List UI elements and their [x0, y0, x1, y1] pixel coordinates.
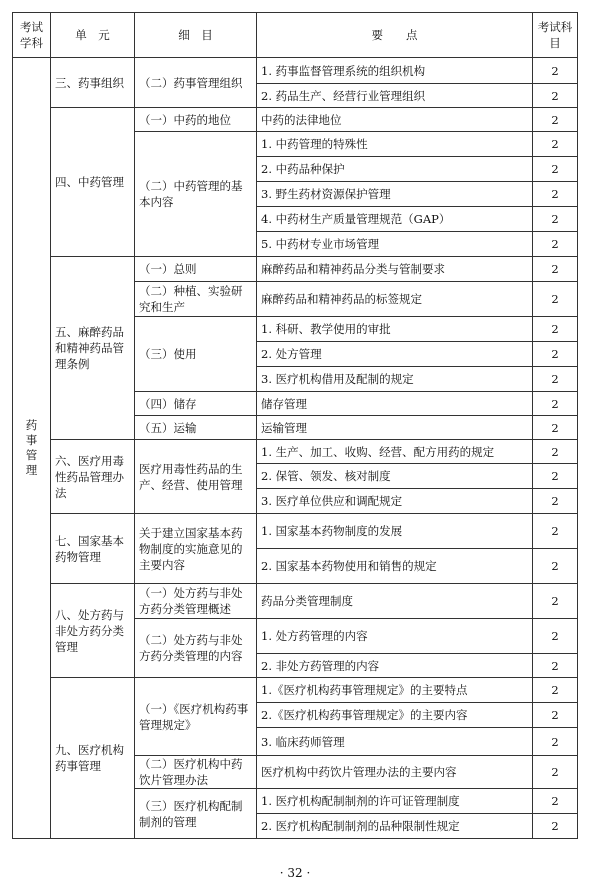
header-exam-subject: 考试科目 [533, 13, 578, 58]
point-cell: 1. 药事监督管理系统的组织机构 [257, 58, 533, 84]
detail-cell: （五）运输 [135, 416, 257, 440]
detail-cell: （二）药事管理组织 [135, 58, 257, 108]
detail-cell: （一）中药的地位 [135, 108, 257, 132]
point-cell: 医疗机构中药饮片管理办法的主要内容 [257, 756, 533, 789]
exam-subject-cell: 2 [533, 416, 578, 440]
exam-subject-cell: 2 [533, 182, 578, 207]
point-cell: 3. 野生药材资源保护管理 [257, 182, 533, 207]
point-cell: 运输管理 [257, 416, 533, 440]
exam-subject-cell: 2 [533, 584, 578, 619]
point-cell: 1.《医疗机构药事管理规定》的主要特点 [257, 678, 533, 703]
header-row [13, 13, 578, 58]
exam-subject-cell: 2 [533, 84, 578, 108]
point-cell: 储存管理 [257, 392, 533, 416]
exam-subject-cell: 2 [533, 549, 578, 584]
exam-subject-cell: 2 [533, 814, 578, 839]
unit-cell: 四、中药管理 [51, 108, 135, 257]
exam-subject-cell: 2 [533, 232, 578, 257]
exam-subject-cell: 2 [533, 108, 578, 132]
exam-subject-cell: 2 [533, 317, 578, 342]
table-row [13, 440, 578, 464]
point-cell: 5. 中药材专业市场管理 [257, 232, 533, 257]
point-cell: 1. 科研、教学使用的审批 [257, 317, 533, 342]
unit-cell: 五、麻醉药品和精神药品管理条例 [51, 257, 135, 440]
exam-subject-cell: 2 [533, 464, 578, 489]
point-cell: 麻醉药品和精神药品的标签规定 [257, 282, 533, 317]
unit-cell: 八、处方药与非处方药分类管理 [51, 584, 135, 678]
exam-subject-cell: 2 [533, 514, 578, 549]
exam-subject-cell: 2 [533, 728, 578, 756]
header-subject: 考试学科 [13, 13, 51, 58]
exam-subject-cell: 2 [533, 489, 578, 514]
point-cell: 2.《医疗机构药事管理规定》的主要内容 [257, 703, 533, 728]
page-number: · 32 · [279, 866, 311, 880]
point-cell: 3. 临床药师管理 [257, 728, 533, 756]
detail-cell: （一）《医疗机构药事管理规定》 [135, 678, 257, 756]
detail-cell: （一）总则 [135, 257, 257, 282]
exam-subject-cell: 2 [533, 392, 578, 416]
point-cell: 1. 中药管理的特殊性 [257, 132, 533, 157]
unit-cell: 九、医疗机构药事管理 [51, 678, 135, 839]
point-cell: 麻醉药品和精神药品分类与管制要求 [257, 257, 533, 282]
exam-subject-cell: 2 [533, 703, 578, 728]
subject-label: 药事管理 [25, 418, 38, 477]
point-cell: 药品分类管理制度 [257, 584, 533, 619]
exam-subject-cell: 2 [533, 654, 578, 678]
point-cell: 2. 国家基本药物使用和销售的规定 [257, 549, 533, 584]
detail-cell: （三）医疗机构配制制剂的管理 [135, 789, 257, 839]
table-row [13, 584, 578, 619]
detail-cell: （二）处方药与非处方药分类管理的内容 [135, 619, 257, 678]
unit-cell: 三、药事组织 [51, 58, 135, 108]
table-row [13, 514, 578, 549]
exam-subject-cell: 2 [533, 789, 578, 814]
point-cell: 1. 国家基本药物制度的发展 [257, 514, 533, 549]
detail-cell: （二）中药管理的基本内容 [135, 132, 257, 257]
table-row [13, 257, 578, 282]
exam-subject-cell: 2 [533, 678, 578, 703]
detail-cell: （二）种植、实验研究和生产 [135, 282, 257, 317]
point-cell: 1. 生产、加工、收购、经营、配方用药的规定 [257, 440, 533, 464]
detail-cell: （三）使用 [135, 317, 257, 392]
exam-subject-cell: 2 [533, 207, 578, 232]
header-unit: 单 元 [51, 13, 135, 58]
exam-subject-cell: 2 [533, 440, 578, 464]
exam-subject-cell: 2 [533, 367, 578, 392]
point-cell: 1. 处方药管理的内容 [257, 619, 533, 654]
subject-cell [13, 58, 51, 839]
point-cell: 3. 医疗单位供应和调配规定 [257, 489, 533, 514]
table-row [13, 108, 578, 132]
exam-subject-cell: 2 [533, 282, 578, 317]
exam-subject-cell: 2 [533, 132, 578, 157]
table-row [13, 678, 578, 703]
exam-subject-cell: 2 [533, 58, 578, 84]
point-cell: 3. 医疗机构借用及配制的规定 [257, 367, 533, 392]
table-row [13, 58, 578, 84]
detail-cell: 医疗用毒性药品的生产、经营、使用管理 [135, 440, 257, 514]
point-cell: 中药的法律地位 [257, 108, 533, 132]
point-cell: 2. 非处方药管理的内容 [257, 654, 533, 678]
point-cell: 1. 医疗机构配制制剂的许可证管理制度 [257, 789, 533, 814]
point-cell: 2. 中药品种保护 [257, 157, 533, 182]
unit-cell: 六、医疗用毒性药品管理办法 [51, 440, 135, 514]
point-cell: 2. 保管、领发、核对制度 [257, 464, 533, 489]
unit-cell: 七、国家基本药物管理 [51, 514, 135, 584]
header-detail: 细 目 [135, 13, 257, 58]
detail-cell: 关于建立国家基本药物制度的实施意见的主要内容 [135, 514, 257, 584]
syllabus-table [12, 12, 578, 839]
exam-subject-cell: 2 [533, 257, 578, 282]
point-cell: 2. 药品生产、经营行业管理组织 [257, 84, 533, 108]
detail-cell: （二）医疗机构中药饮片管理办法 [135, 756, 257, 789]
point-cell: 2. 医疗机构配制制剂的品种限制性规定 [257, 814, 533, 839]
exam-subject-cell: 2 [533, 756, 578, 789]
point-cell: 4. 中药材生产质量管理规范（GAP） [257, 207, 533, 232]
table-body [13, 58, 578, 839]
detail-cell: （一）处方药与非处方药分类管理概述 [135, 584, 257, 619]
detail-cell: （四）储存 [135, 392, 257, 416]
header-points: 要 点 [257, 13, 533, 58]
exam-subject-cell: 2 [533, 619, 578, 654]
exam-subject-cell: 2 [533, 342, 578, 367]
point-cell: 2. 处方管理 [257, 342, 533, 367]
exam-subject-cell: 2 [533, 157, 578, 182]
